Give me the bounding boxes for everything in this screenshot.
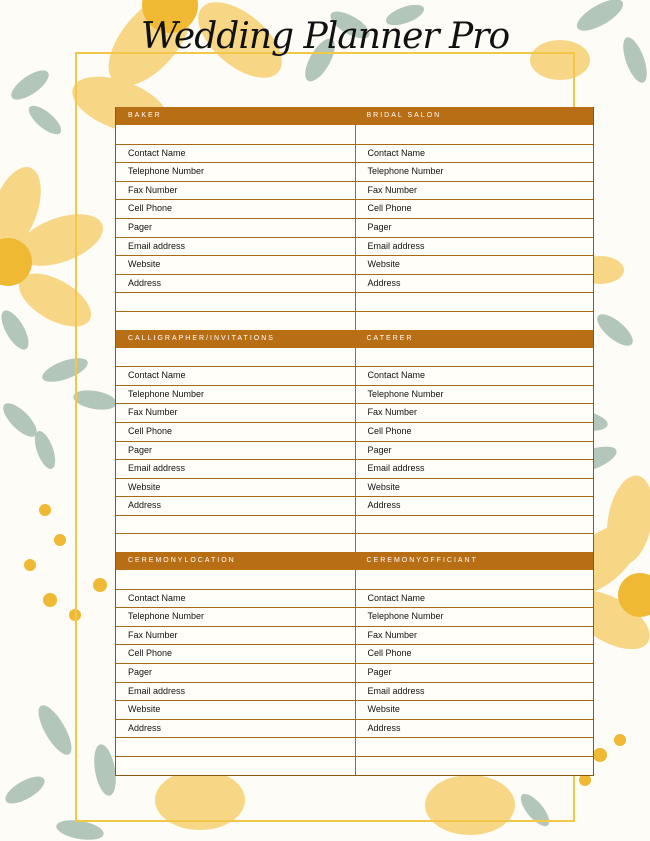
field-row	[116, 607, 593, 626]
vendor-section	[116, 330, 593, 553]
field-label: Telephone Number	[128, 166, 205, 177]
section-title-left: BAKER	[128, 112, 162, 119]
section-title-right: CATERER	[366, 334, 414, 342]
blank-row	[116, 348, 593, 367]
blank-cell[interactable]	[355, 312, 594, 330]
blank-cell[interactable]	[116, 125, 355, 144]
field-row	[116, 199, 593, 218]
field-label: Address	[355, 497, 594, 515]
blank-cell[interactable]	[355, 757, 594, 775]
blank-cell[interactable]	[116, 312, 355, 330]
blank-cell[interactable]	[355, 516, 594, 534]
field-label: Fax Number	[128, 629, 178, 640]
field-row	[116, 274, 593, 293]
blank-cell[interactable]	[116, 516, 355, 534]
field-label: Contact Name	[355, 367, 594, 385]
field-label: Telephone Number	[128, 388, 205, 399]
field-row	[116, 663, 593, 682]
field-label: Pager	[128, 444, 153, 455]
blank-cell[interactable]	[116, 348, 355, 367]
field-label: Website	[128, 704, 161, 715]
field-row	[116, 682, 593, 701]
field-label: Cell Phone	[355, 645, 594, 663]
blank-cell[interactable]	[355, 348, 594, 367]
section-header	[116, 330, 593, 348]
field-row	[116, 626, 593, 645]
blank-cell[interactable]	[116, 293, 355, 311]
blank-cell[interactable]	[116, 757, 355, 775]
field-label: Email address	[355, 238, 594, 256]
field-row	[116, 218, 593, 237]
field-row	[116, 237, 593, 256]
field-row	[116, 255, 593, 274]
field-row	[116, 422, 593, 441]
blank-cell[interactable]	[355, 293, 594, 311]
field-label: Email address	[128, 463, 186, 474]
field-label: Telephone Number	[355, 608, 594, 626]
field-row	[116, 719, 593, 738]
field-label: Website	[355, 479, 594, 497]
blank-cell[interactable]	[116, 738, 355, 756]
field-row	[116, 366, 593, 385]
field-label: Cell Phone	[355, 423, 594, 441]
blank-cell[interactable]	[355, 570, 594, 589]
blank-row	[116, 737, 593, 756]
field-label: Address	[128, 277, 162, 288]
field-label: Contact Name	[128, 147, 186, 158]
blank-cell[interactable]	[116, 570, 355, 589]
field-label: Telephone Number	[355, 163, 594, 181]
field-label: Telephone Number	[128, 611, 205, 622]
vendor-contact-sheet	[115, 107, 594, 776]
field-label: Pager	[355, 442, 594, 460]
field-row	[116, 644, 593, 663]
field-row	[116, 385, 593, 404]
field-label: Fax Number	[355, 404, 594, 422]
vendor-section	[116, 552, 593, 775]
section-title-left: CEREMONYLOCATION	[128, 557, 236, 565]
field-label: Address	[128, 500, 162, 511]
section-header	[116, 552, 593, 570]
section-title-right: CEREMONYOFFICIANT	[366, 557, 478, 565]
section-title-right: BRIDAL SALON	[366, 112, 442, 119]
field-label: Contact Name	[355, 145, 594, 163]
blank-row	[116, 311, 593, 330]
field-label: Contact Name	[128, 592, 186, 603]
field-label: Cell Phone	[355, 200, 594, 218]
field-row	[116, 459, 593, 478]
field-label: Address	[355, 275, 594, 293]
field-row	[116, 441, 593, 460]
field-label: Website	[355, 701, 594, 719]
field-label: Website	[355, 256, 594, 274]
field-row	[116, 403, 593, 422]
field-row	[116, 589, 593, 608]
field-label: Cell Phone	[128, 203, 173, 214]
section-title-left: CALLIGRAPHER/INVITATIONS	[128, 334, 275, 342]
field-label: Pager	[355, 219, 594, 237]
field-row	[116, 162, 593, 181]
field-label: Pager	[355, 664, 594, 682]
blank-cell[interactable]	[355, 738, 594, 756]
blank-row	[116, 125, 593, 144]
field-row	[116, 496, 593, 515]
field-label: Fax Number	[355, 627, 594, 645]
field-label: Address	[355, 720, 594, 738]
blank-cell[interactable]	[355, 125, 594, 144]
field-label: Website	[128, 259, 161, 270]
blank-row	[116, 515, 593, 534]
field-label: Contact Name	[355, 590, 594, 608]
field-label: Telephone Number	[355, 386, 594, 404]
field-label: Website	[128, 481, 161, 492]
field-label: Email address	[128, 685, 186, 696]
field-label: Address	[128, 722, 162, 733]
field-label: Cell Phone	[128, 425, 173, 436]
section-header	[116, 107, 593, 125]
field-label: Pager	[128, 667, 153, 678]
field-row	[116, 478, 593, 497]
field-row	[116, 181, 593, 200]
field-label: Pager	[128, 221, 153, 232]
field-label: Fax Number	[128, 407, 178, 418]
blank-row	[116, 533, 593, 552]
field-row	[116, 700, 593, 719]
blank-row	[116, 570, 593, 589]
field-row	[116, 144, 593, 163]
field-label: Fax Number	[355, 182, 594, 200]
field-label: Fax Number	[128, 184, 178, 195]
field-label: Contact Name	[128, 370, 186, 381]
field-label: Cell Phone	[128, 648, 173, 659]
blank-cell[interactable]	[355, 534, 594, 552]
blank-cell[interactable]	[116, 534, 355, 552]
page-title: Wedding Planner Pro	[140, 16, 510, 57]
field-label: Email address	[128, 240, 186, 251]
field-label: Email address	[355, 683, 594, 701]
vendor-section	[116, 107, 593, 330]
blank-row	[116, 292, 593, 311]
field-label: Email address	[355, 460, 594, 478]
blank-row	[116, 756, 593, 775]
